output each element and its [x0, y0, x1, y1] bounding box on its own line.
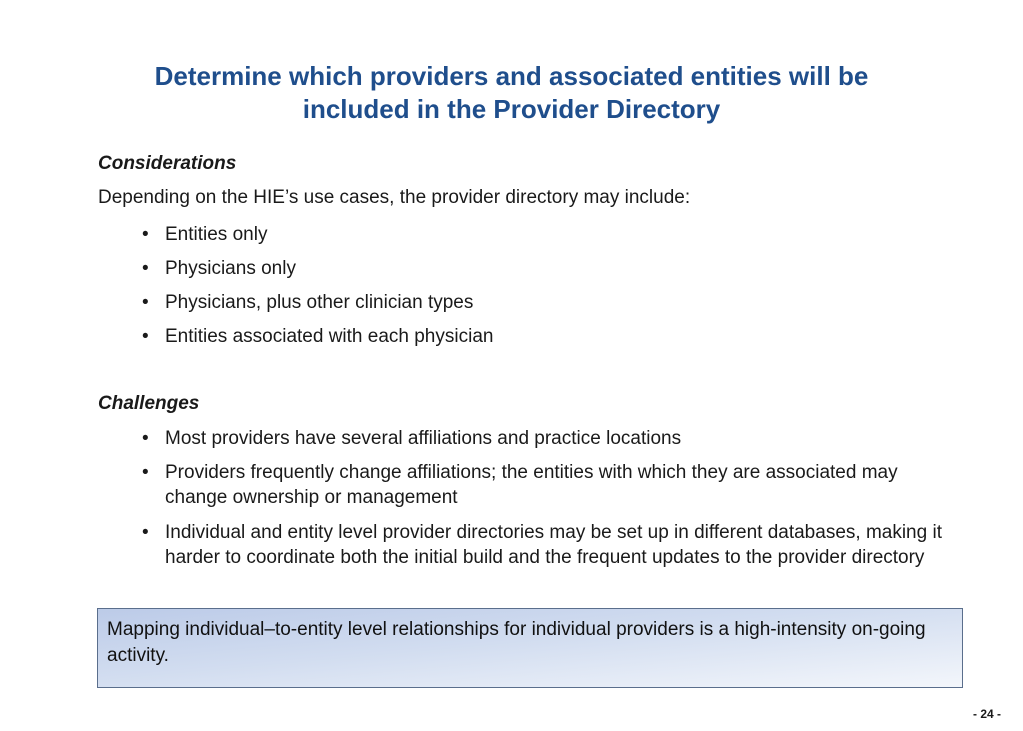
bullet-icon: • — [142, 326, 149, 347]
slide-title-line-1: Determine which providers and associated entities will be — [154, 61, 869, 91]
considerations-item-text: Physicians, plus other clinician types — [165, 292, 474, 313]
callout-text: Mapping individual–to-entity level relationships for individual providers is a high-intensity on-going activity. — [107, 619, 926, 666]
considerations-item — [142, 256, 962, 281]
slide-title-line-2: included in the Provider Directory — [302, 94, 721, 124]
bullet-icon: • — [142, 292, 149, 313]
considerations-item-text: Physicians only — [165, 258, 296, 279]
slide-title — [60, 60, 963, 126]
challenges-heading: Challenges — [98, 393, 200, 414]
challenges-item-text: Individual and entity level provider directories may be set up in different databases, making it harder to coordinate both the initial build and the frequent updates to the provider directory — [165, 522, 942, 568]
considerations-item — [142, 222, 962, 247]
page-number: - 24 - — [972, 707, 1001, 721]
challenges-item-text: Most providers have several affiliations and practice locations — [165, 428, 682, 449]
considerations-item — [142, 324, 962, 349]
callout-box — [97, 608, 963, 688]
bullet-icon: • — [142, 462, 149, 483]
considerations-item — [142, 290, 962, 315]
considerations-heading: Considerations — [98, 153, 237, 174]
bullet-icon: • — [142, 224, 149, 245]
considerations-item-text: Entities associated with each physician — [165, 326, 494, 347]
bullet-icon: • — [142, 428, 149, 449]
bullet-icon: • — [142, 522, 149, 543]
considerations-intro: Depending on the HIE’s use cases, the provider directory may include: — [98, 187, 691, 208]
challenges-item — [142, 426, 962, 451]
challenges-item-text: Providers frequently change affiliations; the entities with which they are associated may change ownership or management — [165, 462, 898, 508]
challenges-item — [142, 460, 962, 510]
challenges-item — [142, 520, 962, 570]
bullet-icon: • — [142, 258, 149, 279]
considerations-item-text: Entities only — [165, 224, 268, 245]
